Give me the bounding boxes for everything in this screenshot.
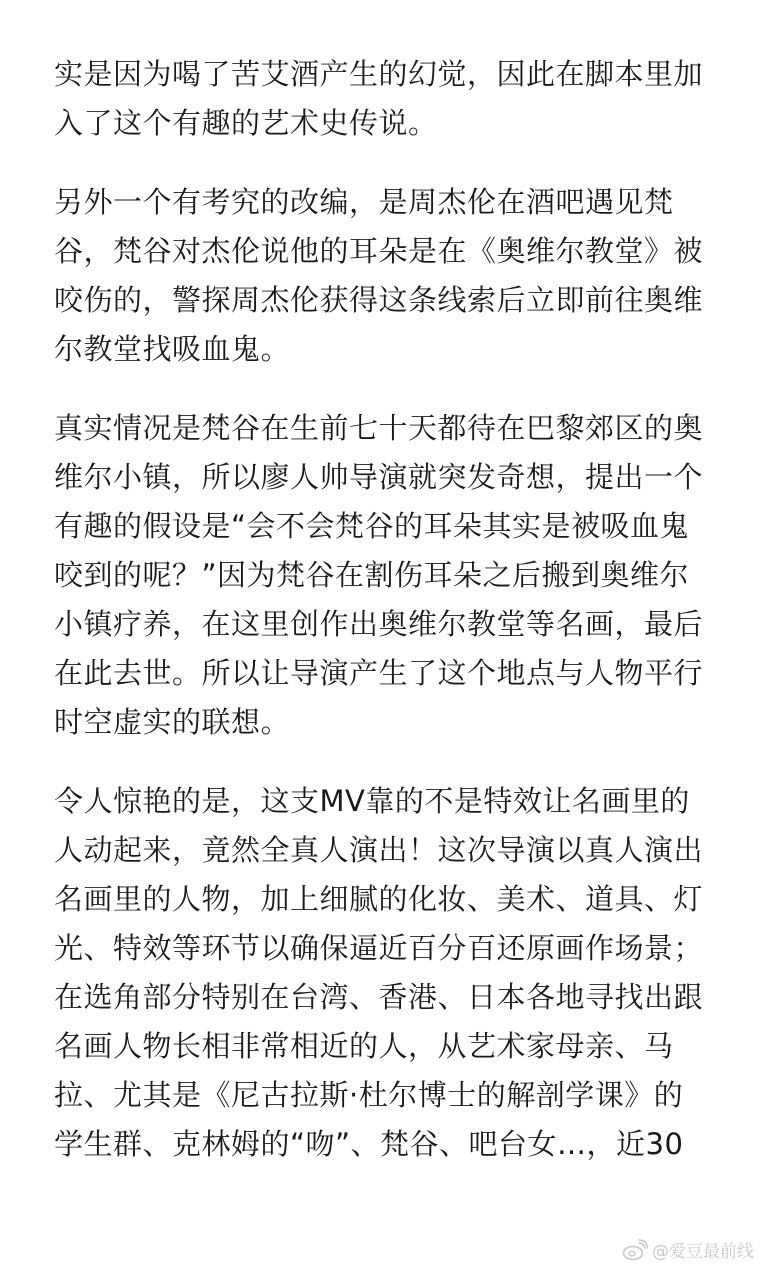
weibo-logo-icon — [622, 1239, 648, 1261]
text-line: 入了这个有趣的艺术史传说。 — [54, 106, 438, 140]
watermark — [622, 1237, 754, 1262]
text-line: 维尔小镇，所以廖人帅导演就突发奇想，提出一个 — [54, 460, 704, 494]
text-line: 时空虚实的联想。 — [54, 705, 291, 739]
watermark-text: @爱豆最前线 — [652, 1242, 754, 1262]
text-line: 实是因为喝了苦艾酒产生的幻觉，因此在脚本里加 — [54, 57, 704, 91]
text-line: 名画人物长相非常相近的人，从艺术家母亲、马 — [54, 1029, 674, 1063]
text-line: 光、特效等环节以确保逼近百分百还原画作场景； — [54, 931, 704, 965]
text-line: 名画里的人物，加上细腻的化妆、美术、道具、灯 — [54, 882, 704, 916]
paragraph-2 — [54, 178, 714, 374]
text-line: 小镇疗养，在这里创作出奥维尔教堂等名画，最后 — [54, 607, 704, 641]
text-line: 谷，梵谷对杰伦说他的耳朵是在《奥维尔教堂》被 — [54, 234, 704, 268]
paragraph-1 — [54, 50, 714, 148]
text-line: 尔教堂找吸血鬼。 — [54, 332, 291, 366]
text-line: 学生群、克林姆的“吻”、梵谷、吧台女…，近30 — [54, 1127, 684, 1161]
text-line: 咬伤的，警探周杰伦获得这条线索后立即前往奥维 — [54, 283, 704, 317]
text-line: 令人惊艳的是，这支MV靠的不是特效让名画里的 — [54, 784, 690, 818]
text-line: 咬到的呢？”因为梵谷在割伤耳朵之后搬到奥维尔 — [54, 558, 690, 592]
article-body — [54, 50, 714, 1199]
paragraph-3 — [54, 404, 714, 747]
text-line: 人动起来，竟然全真人演出！这次导演以真人演出 — [54, 833, 704, 867]
text-line: 拉、尤其是《尼古拉斯·杜尔博士的解剖学课》的 — [54, 1078, 684, 1112]
paragraph-4 — [54, 777, 714, 1169]
text-line: 真实情况是梵谷在生前七十天都待在巴黎郊区的奥 — [54, 411, 704, 445]
text-line: 在此去世。所以让导演产生了这个地点与人物平行 — [54, 656, 704, 690]
text-line: 有趣的假设是“会不会梵谷的耳朵其实是被吸血鬼 — [54, 509, 690, 543]
text-line: 另外一个有考究的改编，是周杰伦在酒吧遇见梵 — [54, 185, 674, 219]
text-line: 在选角部分特别在台湾、香港、日本各地寻找出跟 — [54, 980, 704, 1014]
